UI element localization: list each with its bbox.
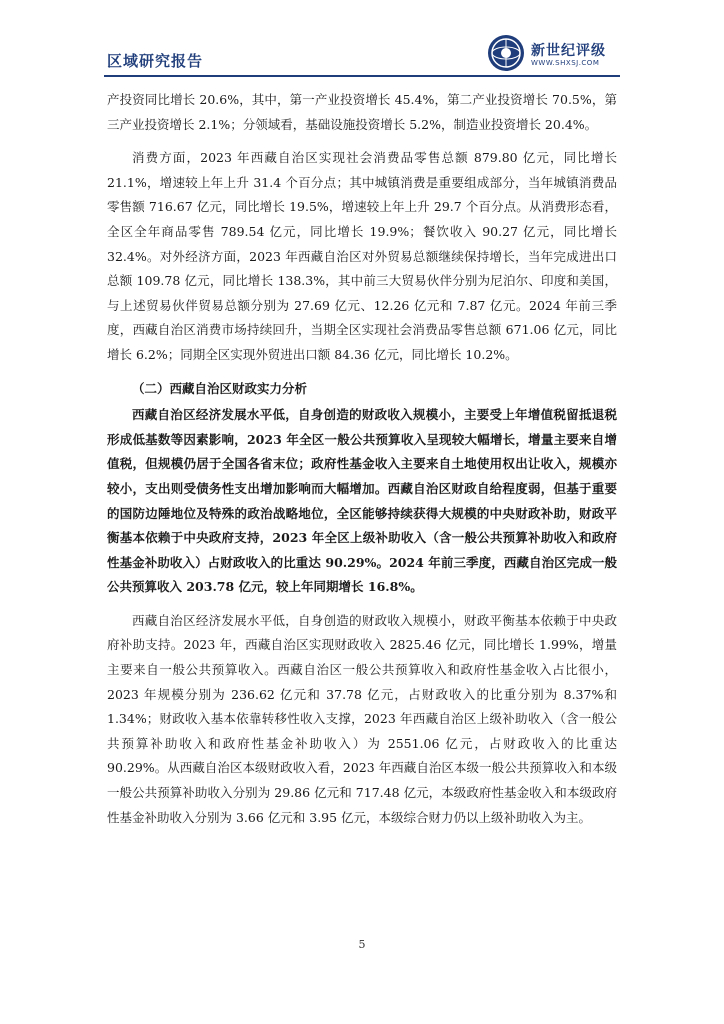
company-logo	[487, 34, 627, 74]
report-section-title: 区域研究报告	[107, 52, 204, 70]
paragraph-fiscal-summary: 西藏自治区经济发展水平低，自身创造的财政收入规模小，主要受上年增值税留抵退税形成低基数等因素影响，2023 年全区一般公共预算收入呈现较大幅增长，增量主要来自增值税，但规模仍居于全国各省末位；政府性基金收入主要来自土地使用权出让收入，规模亦较小，支出则受债务性支出增加影响而大幅增加。西藏自治区财政自给程度弱，但基于重要的国防边陲地位及特殊的政治战略地位，全区能够持续获得大规模的中央财政补助，财政平衡基本依赖于中央政府支持，2023 年全区上级补助收入（含一般公共预算补助收入和政府性基金补助收入）占财政收入的比重达 90.29%。2024 年前三季度，西藏自治区完成一般公共预算收入 203.78 亿元，较上年同期增长 16.8%。	[107, 407, 617, 595]
paragraph-fiscal-detail: 西藏自治区经济发展水平低，自身创造的财政收入规模小，财政平衡基本依赖于中央政府补助支持。2023 年，西藏自治区实现财政收入 2825.46 亿元，同比增长 1.99%，增量主要来自一般公共预算收入。西藏自治区一般公共预算收入和政府性基金收入占比很小，2023 年规模分别为 236.62 亿元和 37.78 亿元，占财政收入的比重分别为 8.37%和 1.34%；财政收入基本依靠转移性收入支撑，2023 年西藏自治区上级补助收入（含一般公共预算补助收入和政府性基金补助收入）为 2551.06 亿元，占财政收入的比重达 90.29%。从西藏自治区本级财政收入看，2023 年西藏自治区本级一般公共预算收入和本级一般公共预算补助收入分别为 29.86 亿元和 717.48 亿元，本级政府性基金收入和本级政府性基金补助收入分别为 3.66 亿元和 3.95 亿元，本级综合财力仍以上级补助收入为主。	[107, 612, 617, 825]
page-number: 5	[358, 938, 366, 951]
logo-website: WWW.SHXSJ.COM	[531, 59, 600, 67]
section-heading-fiscal-strength: （二）西藏自治区财政实力分析	[132, 380, 308, 396]
paragraph-investment: 产投资同比增长 20.6%，其中，第一产业投资增长 45.4%，第二产业投资增长 70.5%，第三产业投资增长 2.1%；分领域看，基础设施投资增长 5.2%，制造业投资增长 20.4%。	[107, 92, 617, 132]
logo-emblem-icon	[487, 34, 525, 72]
logo-company-name: 新世纪评级	[531, 43, 606, 59]
report-body	[107, 88, 617, 830]
header-divider	[104, 75, 620, 77]
paragraph-consumption: 消费方面，2023 年西藏自治区实现社会消费品零售总额 879.80 亿元，同比增长 21.1%，增速较上年上升 31.4 个百分点；其中城镇消费是重要组成部分，当年城镇消费品零售额 716.67 亿元，同比增长 19.5%，增速较上年上升 29.7 个百分点。从消费形态看，全区全年商品零售 789.54 亿元，同比增长 19.9%；餐饮收入 90.27 亿元，同比增长 32.4%。对外经济方面，2023 年西藏自治区对外贸易总额继续保持增长，当年完成进出口总额 109.78 亿元，同比增长 138.3%，其中前三大贸易伙伴分别为尼泊尔、印度和美国，与上述贸易伙伴贸易总额分别为 27.69 亿元、12.26 亿元和 7.87 亿元。2024 年前三季度，西藏自治区消费市场持续回升，当期全区实现社会消费品零售总额 671.06 亿元，同比增长 6.2%；同期全区实现外贸进出口额 84.36 亿元，同比增长 10.2%。	[107, 150, 617, 362]
